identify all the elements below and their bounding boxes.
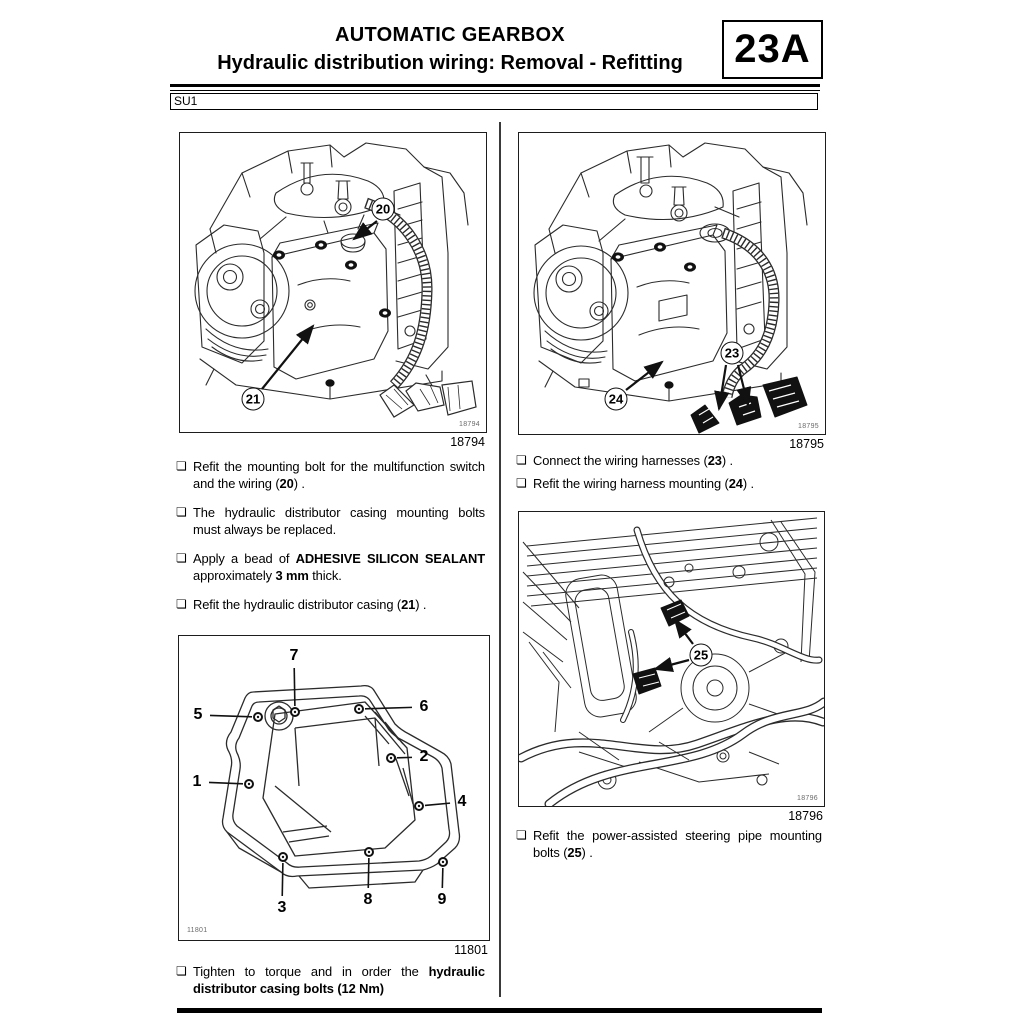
bolt-number-7: 7	[289, 647, 299, 664]
figure-caption-18794: 18794	[450, 435, 485, 449]
figure-watermark: 18795	[798, 423, 819, 430]
bullet-square-icon: ❏	[516, 476, 527, 490]
callout-21: 21	[242, 388, 265, 411]
bolt-number-6: 6	[419, 698, 429, 715]
instruction-text: Refit the hydraulic distributor casing (21) .	[193, 597, 427, 612]
instruction-text: Refit the power-assisted steering pipe mounting bolts (25) .	[533, 828, 822, 860]
callout-24: 24	[605, 388, 628, 411]
instruction-bullet	[516, 827, 822, 861]
figure-watermark: 11801	[187, 927, 208, 934]
bolt-number-1: 1	[192, 773, 202, 790]
figure-caption-18795: 18795	[789, 437, 824, 451]
header-rule-thick	[170, 84, 820, 87]
instruction-text: The hydraulic distributor casing mounting bolts must always be replaced.	[193, 505, 485, 537]
figure-watermark: 18794	[459, 421, 480, 428]
figure-18794	[179, 132, 487, 433]
engine-bay-illustration	[519, 512, 824, 806]
instruction-bullet	[176, 963, 485, 997]
bullet-square-icon: ❏	[516, 828, 527, 842]
bullet-square-icon: ❏	[176, 597, 187, 611]
figure-18795	[518, 132, 826, 435]
instruction-bullet	[176, 458, 485, 492]
bolt-number-9: 9	[437, 891, 447, 908]
instruction-bullet	[176, 596, 485, 613]
callout-23: 23	[721, 342, 744, 365]
figure-18796	[518, 511, 825, 807]
gearbox-illustration	[180, 133, 486, 432]
left-instructions-top	[176, 458, 485, 625]
gearbox-illustration	[519, 133, 825, 434]
callout-25: 25	[690, 644, 713, 667]
figure-caption-18796: 18796	[788, 809, 823, 823]
column-divider	[499, 122, 501, 997]
bullet-square-icon: ❏	[176, 964, 187, 978]
bullet-square-icon: ❏	[176, 551, 187, 565]
instruction-text: Tighten to torque and in order the hydraulic distributor casing bolts (12 Nm)	[193, 964, 485, 996]
right-instructions-bottom	[516, 827, 822, 873]
page-subtitle: Hydraulic distribution wiring: Removal - Refitting	[217, 52, 683, 74]
bolt-number-8: 8	[363, 891, 373, 908]
doc-ref-box	[170, 93, 818, 110]
bullet-square-icon: ❏	[176, 505, 187, 519]
instruction-bullet	[176, 550, 485, 584]
figure-caption-11801: 11801	[454, 943, 488, 957]
bullet-square-icon: ❏	[176, 459, 187, 473]
doc-ref: SU1	[174, 94, 198, 108]
footer-rule	[177, 1008, 822, 1013]
bolt-number-3: 3	[277, 899, 287, 916]
instruction-bullet	[176, 504, 485, 538]
callout-20: 20	[372, 198, 395, 221]
bolt-number-4: 4	[457, 793, 467, 810]
instruction-text: Apply a bead of ADHESIVE SILICON SEALANT approximately 3 mm thick.	[193, 551, 485, 583]
instruction-bullet	[516, 475, 822, 492]
bolt-number-2: 2	[419, 748, 429, 765]
header-rule-thin	[170, 90, 820, 91]
left-instructions-bottom	[176, 963, 485, 1009]
instruction-bullet	[516, 452, 822, 469]
figure-11801	[178, 635, 490, 941]
instruction-text: Refit the wiring harness mounting (24) .	[533, 476, 754, 491]
figure-watermark: 18796	[797, 795, 818, 802]
section-code: 23A	[734, 27, 811, 71]
page-title: AUTOMATIC GEARBOX	[335, 24, 565, 46]
instruction-text: Refit the mounting bolt for the multifunction switch and the wiring (20) .	[193, 459, 485, 491]
bolt-number-5: 5	[193, 706, 203, 723]
section-code-box	[722, 20, 823, 79]
bullet-square-icon: ❏	[516, 453, 527, 467]
instruction-text: Connect the wiring harnesses (23) .	[533, 453, 733, 468]
right-instructions-top	[516, 452, 822, 498]
